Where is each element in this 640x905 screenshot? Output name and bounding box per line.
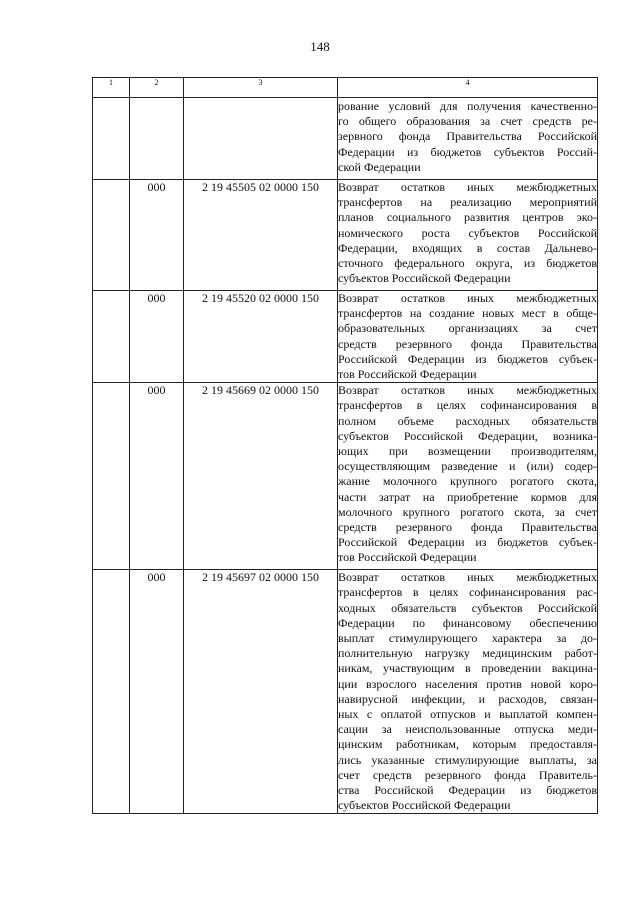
admin-code-cell: 000 — [130, 383, 184, 570]
description-line: навирусной инфекции, и расходов, связан- — [338, 691, 597, 706]
admin-code-cell: 000 — [130, 180, 184, 291]
description-line: трансфертов на реализацию мероприятий — [338, 195, 597, 210]
row-cell-empty — [93, 180, 130, 291]
description-line: Возврат остатков иных межбюджетных — [338, 570, 597, 585]
kbk-code-cell: 2 19 45697 02 0000 150 — [184, 570, 338, 814]
description-line: номического роста субъектов Российской — [338, 225, 597, 240]
description-line: части затрат на приобретение кормов для — [338, 489, 597, 504]
kbk-code-cell — [184, 98, 338, 180]
description-cell — [338, 383, 598, 570]
table-header-row — [93, 78, 598, 98]
description-line: планов социального развития центров эко- — [338, 210, 597, 225]
description-line: счет средств резервного фонда Правитель- — [338, 767, 597, 782]
column-header-3: 3 — [184, 78, 338, 98]
description-line: субъектов Российской Федерации — [338, 798, 511, 813]
description-line: ции взрослого населения против новой коро- — [338, 676, 597, 691]
description-line: Федерации по финансовому обеспечению — [338, 615, 597, 630]
row-cell-empty — [93, 570, 130, 814]
description-line: сации за неиспользованные отпуска меди- — [338, 722, 597, 737]
description-line: ходных обязательств субъектов Российской — [338, 600, 597, 615]
table-row — [93, 291, 598, 383]
description-line: трансфертов в целях софинансирования в — [338, 398, 597, 413]
description-line: цинским работникам, которым предоставля- — [338, 737, 597, 752]
table-row — [93, 383, 598, 570]
description-line: субъектов Российской Федерации — [338, 271, 511, 286]
admin-code-cell: 000 — [130, 570, 184, 814]
description-line: полном объеме расходных обязательств — [338, 413, 597, 428]
description-line: Возврат остатков иных межбюджетных — [338, 383, 597, 398]
table-row — [93, 98, 598, 180]
description-line: ных с оплатой отпусков и выплатой компен- — [338, 707, 597, 722]
description-cell — [338, 291, 598, 383]
description-line: трансфертов в целях софинансирования рас- — [338, 585, 597, 600]
admin-code-cell: 000 — [130, 291, 184, 383]
description-line: Российской Федерации из бюджетов субъек- — [338, 351, 597, 366]
table-row — [93, 570, 598, 814]
description-line: никам, участвующим в проведении вакцина- — [338, 661, 597, 676]
description-line: зервного фонда Правительства Российской — [338, 129, 597, 144]
row-cell-empty — [93, 291, 130, 383]
column-header-4: 4 — [338, 78, 598, 98]
description-line: Возврат остатков иных межбюджетных — [338, 180, 597, 194]
description-line: Федерации из бюджетов субъектов Россий- — [338, 144, 597, 159]
description-line: ющих при возмещении производителям, — [338, 444, 597, 459]
column-header-1: 1 — [93, 78, 130, 98]
description-line: сточного федерального округа, из бюджетов — [338, 256, 597, 271]
description-line: Российской Федерации из бюджетов субъек- — [338, 535, 597, 550]
column-header-2: 2 — [130, 78, 184, 98]
description-line: осуществляющим разведение и (или) содер- — [338, 459, 597, 474]
table-row — [93, 180, 598, 291]
kbk-code-cell: 2 19 45669 02 0000 150 — [184, 383, 338, 570]
budget-classification-table — [92, 77, 598, 814]
description-line: ской Федерации — [338, 159, 421, 174]
description-line: го общего образования за счет средств ре- — [338, 114, 597, 129]
description-line: жание молочного крупного рогатого скота, — [338, 474, 597, 489]
row-cell-empty — [93, 383, 130, 570]
description-line: ства Российской Федерации из бюджетов — [338, 783, 597, 798]
description-line: лись указанные стимулирующие выплаты, за — [338, 752, 597, 767]
description-line: субъектов Российской Федерации, возника- — [338, 428, 597, 443]
description-line: рование условий для получения качественно- — [338, 99, 597, 113]
description-line: тов Российской Федерации — [338, 550, 477, 565]
description-cell — [338, 98, 598, 180]
description-line: средств резервного фонда Правительства — [338, 520, 597, 535]
page-number: 148 — [310, 39, 330, 54]
admin-code-cell — [130, 98, 184, 180]
row-cell-empty — [93, 98, 130, 180]
description-line: Возврат остатков иных межбюджетных — [338, 291, 597, 305]
description-line: выплат стимулирующего характера за до- — [338, 631, 597, 646]
description-line: тов Российской Федерации — [338, 367, 477, 382]
description-line: молочного крупного рогатого скота, за счет — [338, 504, 597, 519]
description-cell — [338, 180, 598, 291]
description-cell — [338, 570, 598, 814]
kbk-code-cell: 2 19 45520 02 0000 150 — [184, 291, 338, 383]
kbk-code-cell: 2 19 45505 02 0000 150 — [184, 180, 338, 291]
description-line: средств резервного фонда Правительства — [338, 336, 597, 351]
description-line: Федерации, входящих в состав Дальнево- — [338, 240, 597, 255]
description-line: образовательных организациях за счет — [338, 321, 597, 336]
description-line: полнительную нагрузку медицинским работ- — [338, 646, 597, 661]
description-line: трансфертов на создание новых мест в обще- — [338, 306, 597, 321]
